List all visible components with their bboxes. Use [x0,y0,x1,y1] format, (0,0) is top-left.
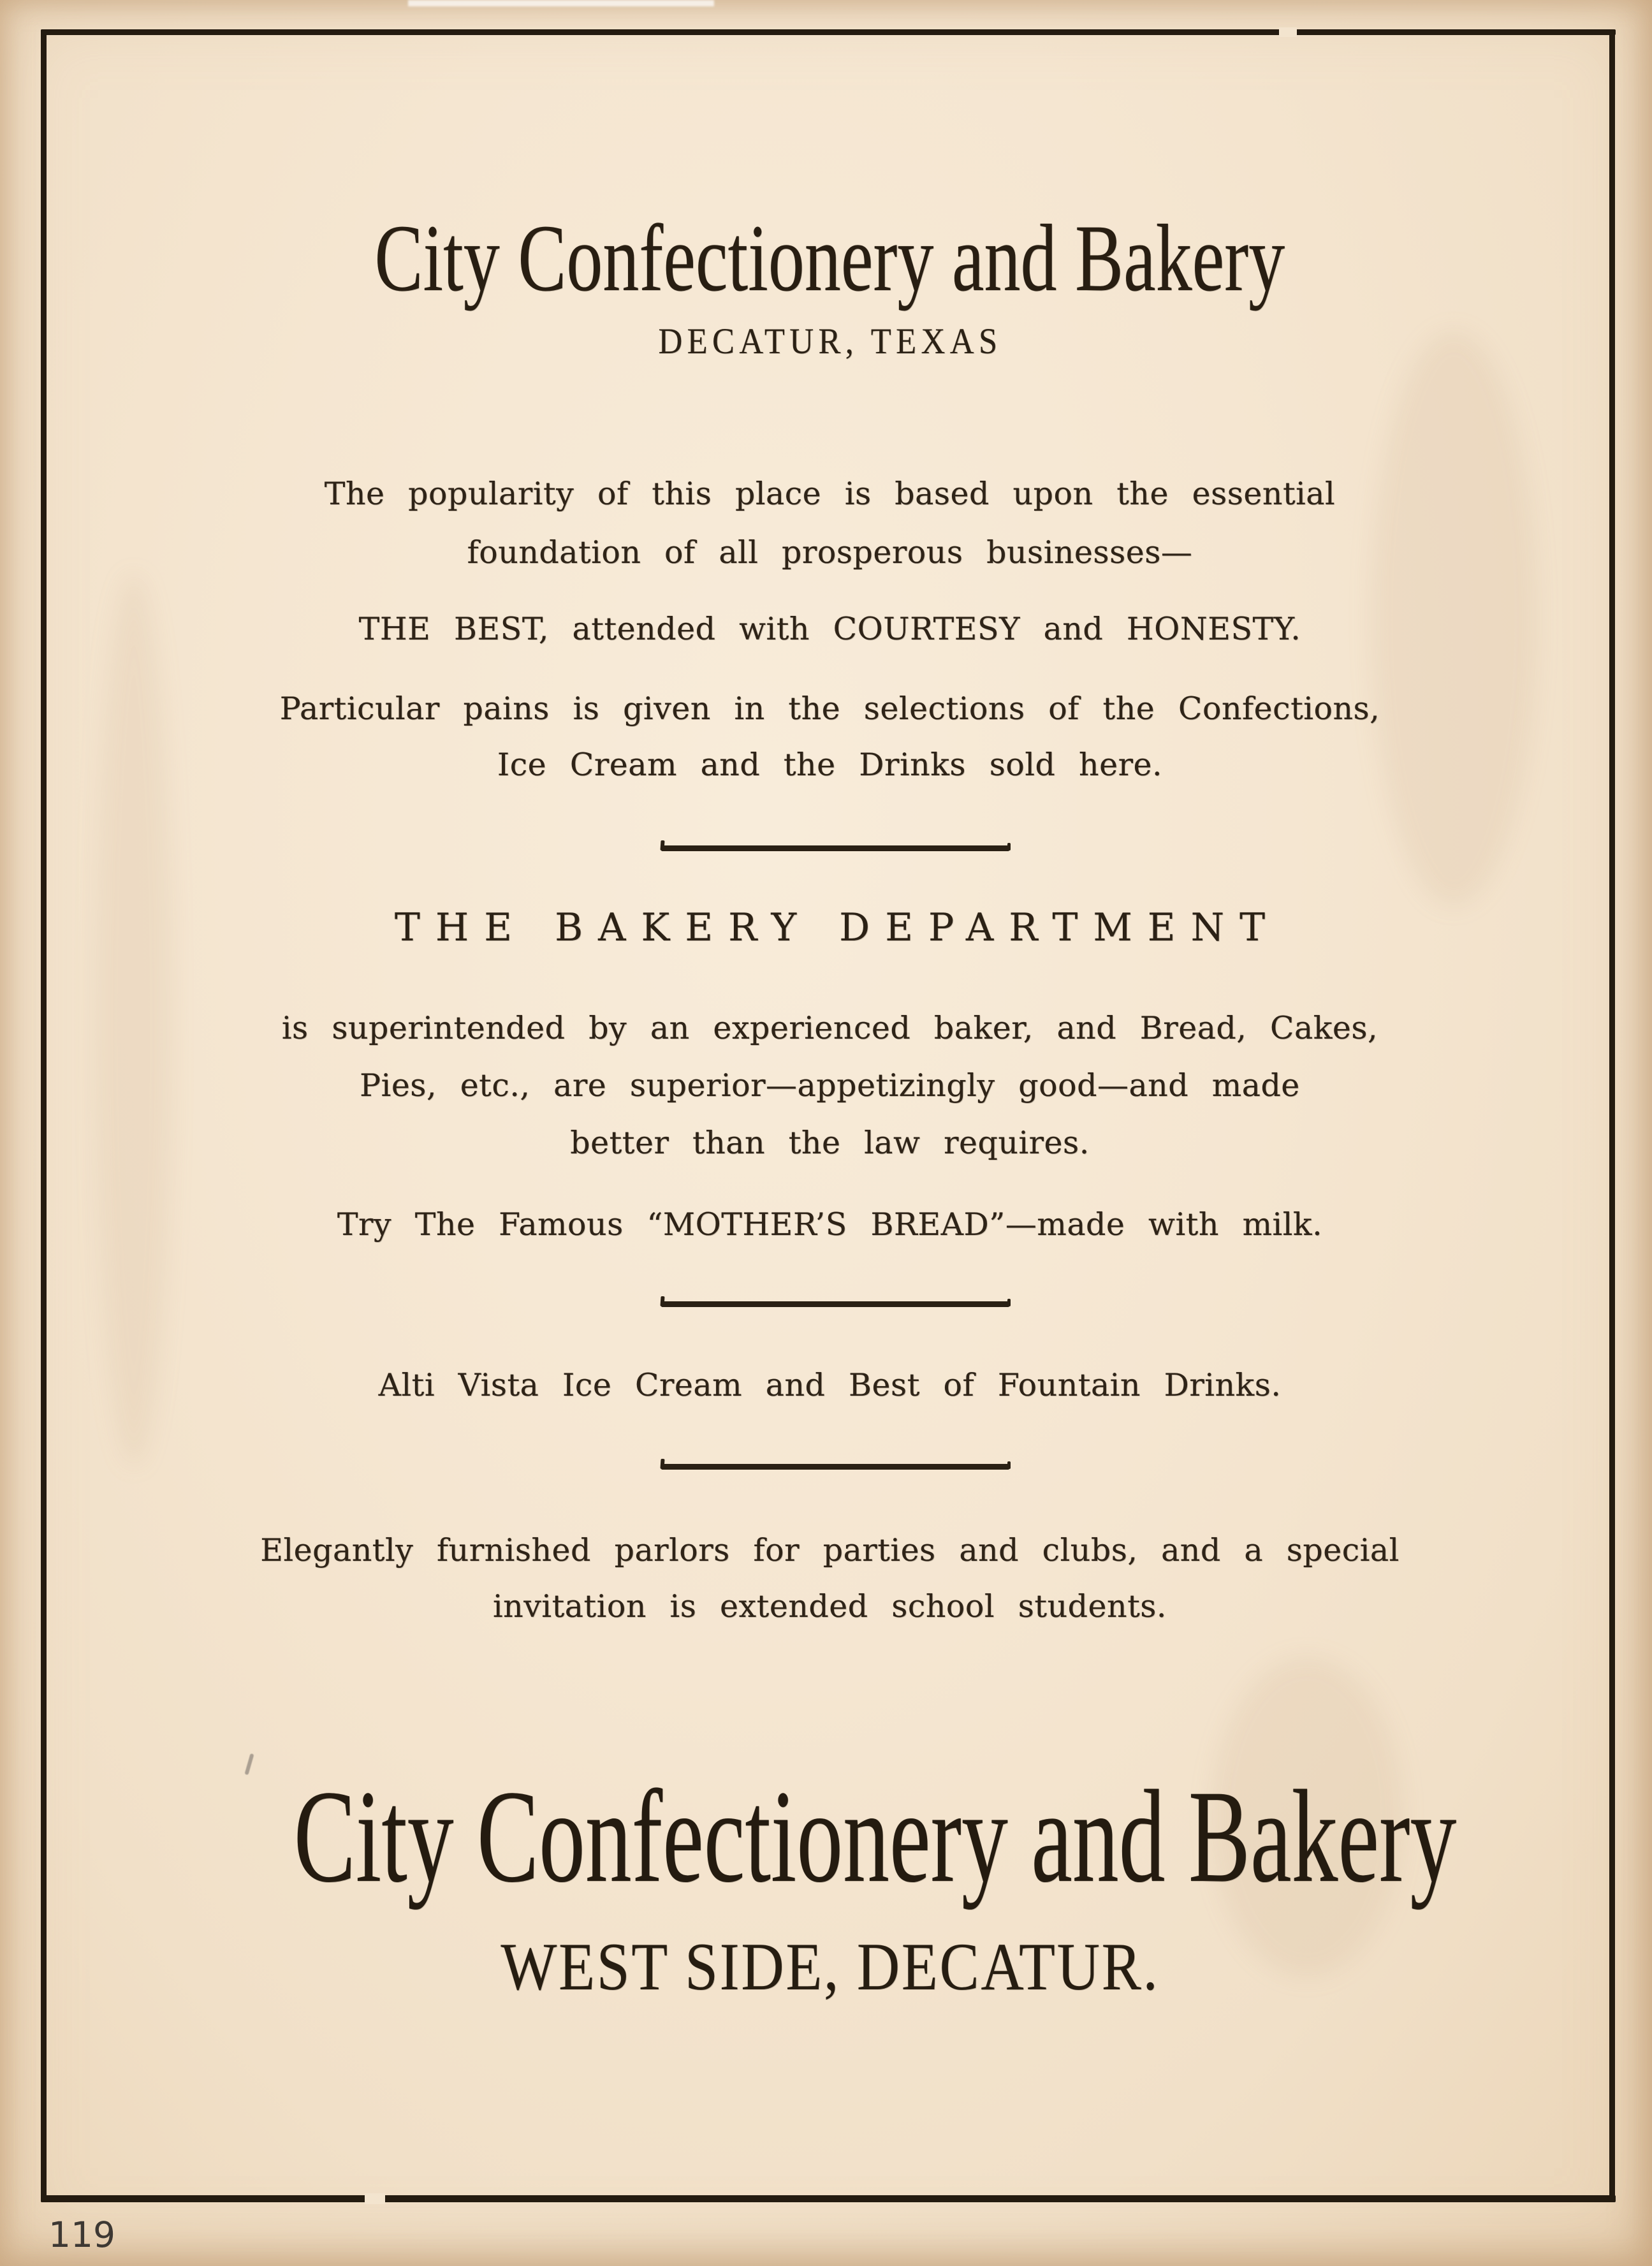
ad-footer-title-text: City Confectionery and Bakery [293,1763,1457,1910]
ad-location [45,323,1615,360]
bakery-line-1: is superintended by an experienced baker, and Bread, Cakes, [281,1010,1378,1046]
bakery-line-2: Pies, etc., are superior—appetizingly good—and made [360,1067,1300,1104]
bakery-line-3: better than the law requires. [570,1125,1090,1161]
bakery-paragraph [45,1000,1615,1172]
border-frame-top [41,29,1616,35]
ad-footer-title [45,1763,1615,1910]
parlors-line-2: invitation is extended school students. [492,1588,1167,1625]
fountain-line: Alti Vista Ice Cream and Best of Fountain Drinks. [378,1367,1282,1403]
ad-footer-location [45,1929,1615,2004]
border-frame-break [365,2193,385,2204]
ad-title [45,205,1615,311]
border-frame-bottom [41,2195,1616,2202]
slogan-line: THE BEST, attended with COURTESY and HONESTY. [358,611,1301,647]
bakery-heading: THE BAKERY DEPARTMENT [394,905,1281,950]
selection-line-1: Particular pains is given in the selections of the Confections, [279,691,1380,727]
ad-footer-location-text: WEST SIDE, DECATUR. [500,1929,1160,2004]
section-divider [661,1464,1009,1470]
ad-location-text: DECATUR, TEXAS [657,321,1002,362]
intro-paragraph [45,465,1615,582]
bread-line: Try The Famous “MOTHER’S BREAD”—made with milk. [337,1206,1323,1243]
ad-title-text: City Confectionery and Bakery [374,205,1285,311]
intro-line-2: foundation of all prosperous businesses— [467,534,1193,571]
scan-highlight-streak [408,0,714,6]
parlors-paragraph [45,1523,1615,1635]
selection-paragraph [45,681,1615,793]
border-frame-break [1279,27,1297,37]
section-divider [661,1301,1009,1307]
page-number-label: 119 [48,2214,115,2255]
section-divider [661,845,1009,851]
intro-line-1: The popularity of this place is based upon the essential [324,476,1336,512]
parlors-line-1: Elegantly furnished parlors for parties and clubs, and a special [260,1532,1400,1568]
selection-line-2: Ice Cream and the Drinks sold here. [497,747,1163,783]
